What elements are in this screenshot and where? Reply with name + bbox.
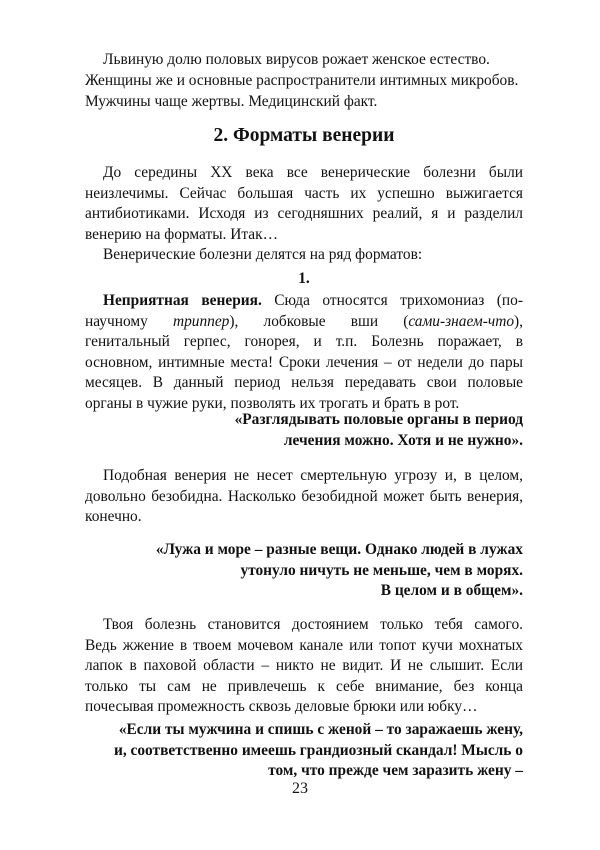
body-line: Подобная венерия не несет смертельную угрозу и, в целом, <box>103 467 523 484</box>
format-paragraph <box>85 291 523 415</box>
format-text: научному <box>85 312 173 330</box>
body-line: лапок в паховой области – никто не видит. И не слышит. Если <box>85 657 523 675</box>
format-text: ), лобковые вши ( <box>229 312 409 330</box>
format-line <box>85 291 523 312</box>
section-line: До середины XX века все венерические болезни были <box>103 164 523 181</box>
quote-block <box>85 540 523 602</box>
quote-line: «Лужа и море – разные вещи. Однако людей в лужах <box>155 541 523 558</box>
section-paragraph <box>85 163 523 266</box>
intro-paragraph-cont <box>85 71 523 112</box>
format-lead: Неприятная венерия. <box>103 292 262 309</box>
format-italic: сами-знаем-что <box>408 312 515 330</box>
quote-line: утонуло ничуть не меньше, чем в морях. <box>240 561 523 579</box>
intro-line: Женщины же и основные распространители интимных микробов. <box>85 72 519 89</box>
quote-line: «Разглядывать половые органы в период <box>234 411 523 428</box>
format-line: генитальный герпес, гонорея, и т.п. Болезнь поражает, в <box>85 333 523 351</box>
quote-block <box>85 720 523 782</box>
section-line: антибиотиками. Исходя из сегодняшних реалий, я и разделил <box>85 205 523 223</box>
quote-line: В целом и в общем». <box>380 582 523 600</box>
quote-block <box>85 410 523 451</box>
page-number: 23 <box>292 780 308 797</box>
intro-line: Львиную долю половых вирусов рожает женское естество. <box>103 51 490 68</box>
format-number: 1. <box>298 270 310 287</box>
body-line: почесывая промежность сквозь деловые брюки или юбку… <box>85 698 478 716</box>
body-line: довольно безобидна. Насколько безобидной может быть венерия, <box>85 487 523 505</box>
body-line: Ведь жжение в твоем мочевом канале или топот кучи мохнатых <box>85 636 523 654</box>
format-text: Сюда относятся трихомониаз (по- <box>261 292 523 309</box>
format-line: органы в чужие руки, позволять их трогать и брать в рот. <box>85 394 460 412</box>
format-italic: триппер <box>172 312 230 330</box>
body-paragraph <box>85 466 523 528</box>
format-text: ), <box>514 312 523 330</box>
format-line <box>85 312 523 333</box>
section-line: Венерические болезни делятся на ряд форматов: <box>103 246 423 264</box>
quote-line: «Если ты мужчина и спишь с женой – то заражаешь жену, <box>118 721 523 738</box>
body-line: Твоя болезнь становится достоянием только тебя самого. <box>103 616 523 633</box>
quote-line: и, соответственно имеешь грандиозный скандал! Мысль о <box>113 741 523 759</box>
section-line: неизлечимы. Сейчас большая часть их успешно выжигается <box>85 184 523 202</box>
quote-line: лечения можно. Хотя и не нужно». <box>283 431 523 449</box>
section-title: 2. Форматы венерии <box>213 125 395 146</box>
intro-paragraph <box>103 50 523 71</box>
body-paragraph <box>85 615 523 718</box>
format-line: месяцев. В данный период нельзя передавать свои половые <box>85 374 523 392</box>
body-line: только ты сам не привлечешь к себе внимание, без конца <box>85 677 523 695</box>
section-line: венерию на форматы. Итак… <box>85 225 278 243</box>
intro-line: Мужчины чаще жертвы. Медицинский факт. <box>85 92 378 110</box>
format-line: основном, интимные места! Сроки лечения – от недели до пары <box>85 353 523 371</box>
quote-line: том, что прежде чем заразить жену – <box>268 762 523 780</box>
body-line: конечно. <box>85 508 142 526</box>
